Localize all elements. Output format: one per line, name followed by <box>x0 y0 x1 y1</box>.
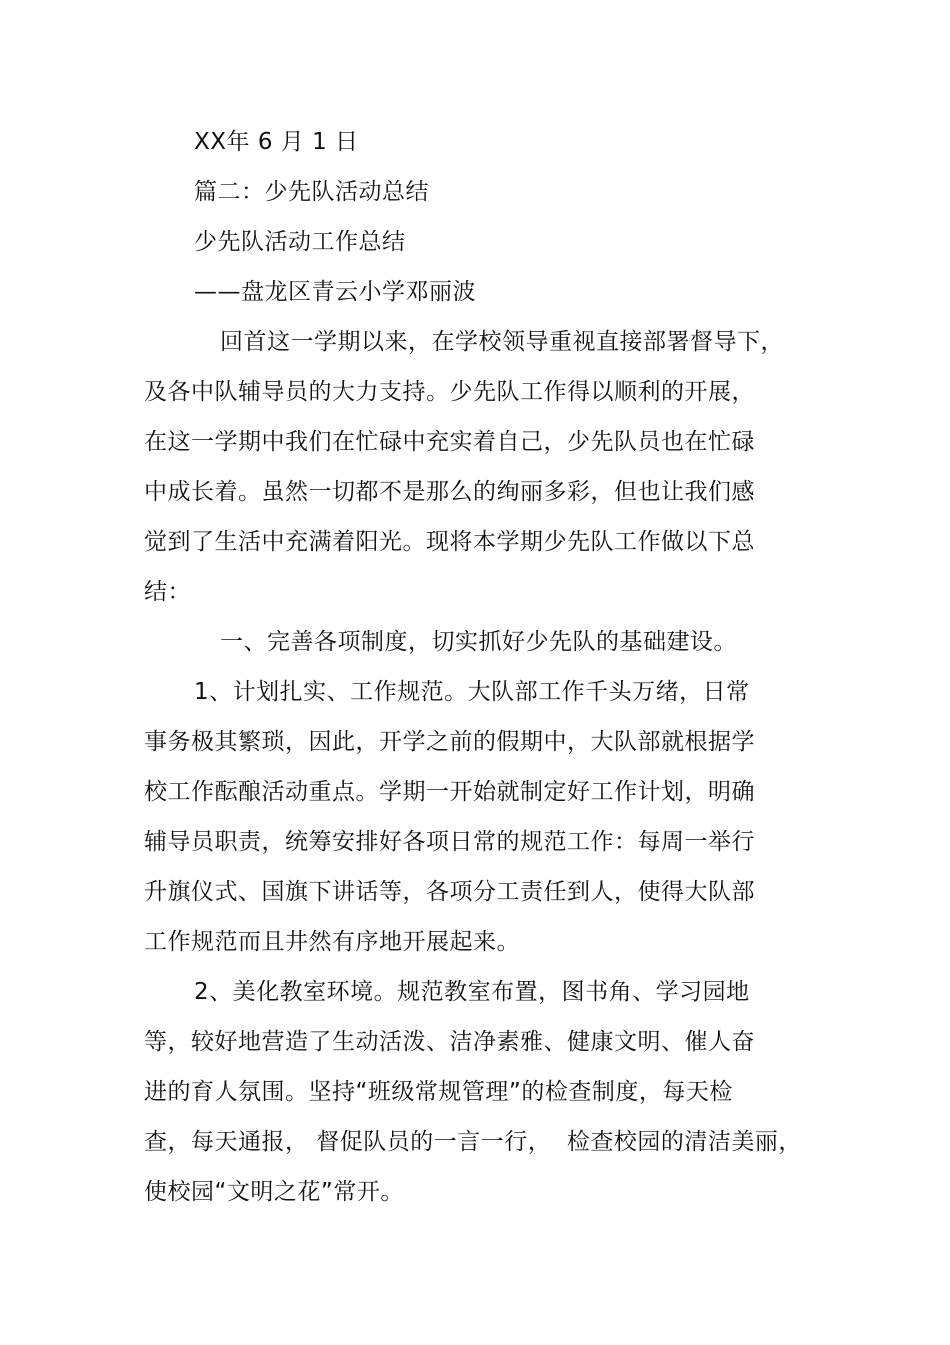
paragraph-line: 及各中队辅导员的大力支持。少先队工作得以顺利的开展， <box>144 379 755 405</box>
date-line: XX年 6 月 1 日 <box>194 129 359 155</box>
paragraph-line: 等，较好地营造了生动活泼、洁净素雅、健康文明、催人奋 <box>144 1029 755 1055</box>
paragraph-line: 查，每天通报， 督促队员的一言一行， 检查校园的清洁美丽， <box>144 1129 802 1155</box>
paragraph-line: 进的育人氛围。坚持“班级常规管理”的检查制度，每天检 <box>144 1079 733 1105</box>
subsection-heading: 一、完善各项制度，切实抓好少先队的基础建设。 <box>220 629 737 655</box>
paragraph-line: 辅导员职责，统筹安排好各项日常的规范工作：每周一举行 <box>144 829 755 855</box>
paragraph-line: 中成长着。虽然一切都不是那么的绚丽多彩，但也让我们感 <box>144 479 755 505</box>
paragraph-line: 升旗仪式、国旗下讲话等，各项分工责任到人，使得大队部 <box>144 879 755 905</box>
paragraph-line: 在这一学期中我们在忙碌中充实着自己，少先队员也在忙碌 <box>144 429 755 455</box>
paragraph-line: 回首这一学期以来，在学校领导重视直接部署督导下， <box>220 329 784 355</box>
paragraph-line: 事务极其繁琐，因此，开学之前的假期中，大队部就根据学 <box>144 729 755 755</box>
paragraph-line: 1、计划扎实、工作规范。大队部工作千头万绪，日常 <box>194 679 750 705</box>
author-line: ——盘龙区青云小学邓丽波 <box>194 279 476 305</box>
document-title: 少先队活动工作总结 <box>194 229 406 255</box>
paragraph-line: 结： <box>144 579 191 605</box>
paragraph-line: 校工作酝酿活动重点。学期一开始就制定好工作计划，明确 <box>144 779 755 805</box>
paragraph-line: 觉到了生活中充满着阳光。现将本学期少先队工作做以下总 <box>144 529 755 555</box>
paragraph-line: 使校园“文明之花”常开。 <box>144 1179 404 1205</box>
section-heading: 篇二：少先队活动总结 <box>194 179 429 205</box>
paragraph-line: 工作规范而且井然有序地开展起来。 <box>144 929 520 955</box>
paragraph-line: 2、美化教室环境。规范教室布置，图书角、学习园地 <box>194 979 750 1005</box>
